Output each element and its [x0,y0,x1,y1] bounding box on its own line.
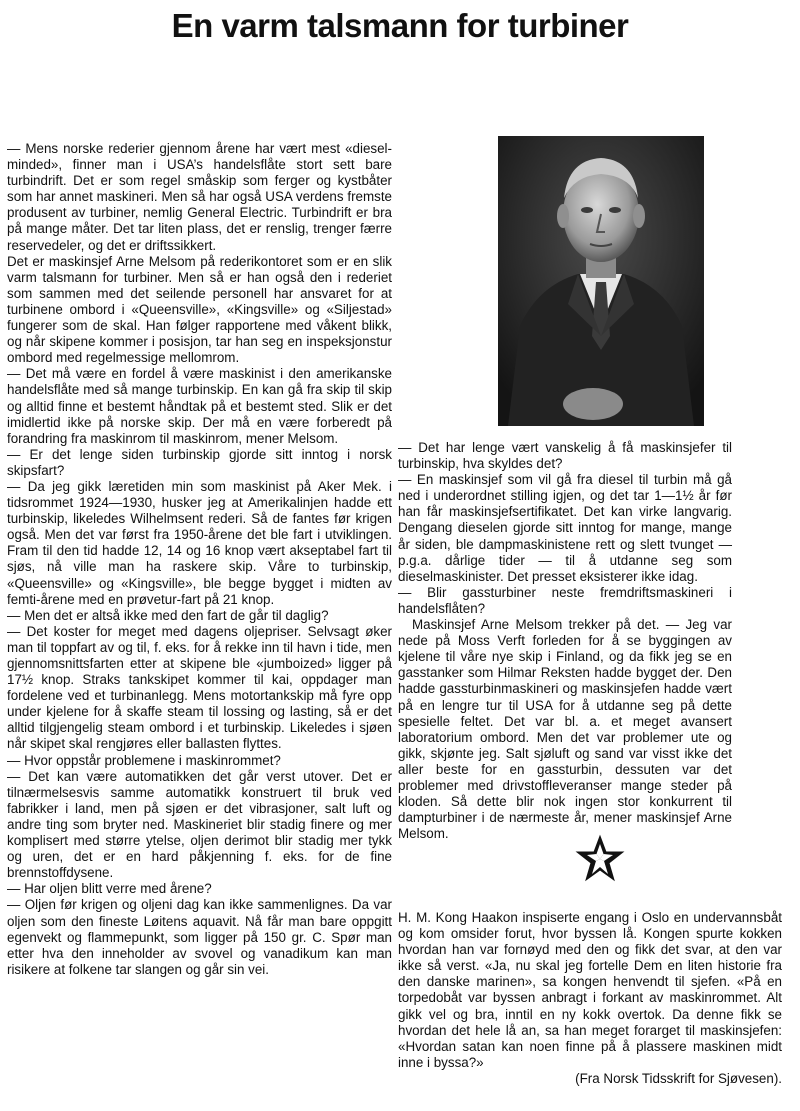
portrait-photo [498,136,704,426]
paragraph: Maskinsjef Arne Melsom trekker på det. — Jeg var nede på Moss Verft forleden for å se byggingen av kjelene til våre nye skip i Finland, og da fikk jeg se en gasstanker som Hilmar Reksten hadde bygget der. Den hadde gassturbinmaskineri og maskinsjefen hadde vært på en lengre tur til USA for å utdanne seg på dette spesielle feltet. Det var bl. a. et meget avansert laboratorium ombord. Men det var problemer ute og gikk, skjønte jeg. Salt sjøluft og sand var visst ikke det aller beste for en gassturbin, dessuten var det problemer med drivstoffleveranser mange steder på kloden. Så dette blir nok ingen stor konkurrent til dampturbiner i de nærmeste år, mener maskinsjef Arne Melsom. [398,617,732,842]
right-column [398,440,732,842]
paragraph: — Er det lenge siden turbinskip gjorde sitt inntog i norsk skipsfart? [7,446,392,478]
paragraph: — Mens norske rederier gjennom årene har vært mest «diesel-minded», finner man i USA’s handelsflåte stort sett bare turbindrift. Det er som regel småskip som ferger og kystbåter som har annet maskineri. Men så har også USA verdens fremste produsent av turbiner, nemlig General Electric. Turbindrift er bra på mange måter. Det tar liten plass, det er renslig, trenger færre reservedeler, og det er driftssikkert. [7,141,392,253]
paragraph: — Blir gassturbiner neste fremdriftsmaskineri i handelsflåten? [398,584,732,616]
anecdote-source: (Fra Norsk Tidsskrift for Sjøvesen). [575,1070,782,1086]
portrait-illustration [498,136,704,426]
anecdote-box [398,910,782,1087]
paragraph: — En maskinsjef som vil gå fra diesel til turbin må gå ned i underordnet stilling igjen, og det tar 1—1½ år før han får maskinsjefsertifikatet. Det kan virke langvarig. Dengang dieselen gjorde sitt inntog for mange, mange år siden, ble dampmaskinistene rett og slett tvunget — p.g.a. dårlige tider — til å utdanne seg som dieselmaskinister. Det presset eksisterer ikke idag. [398,472,732,584]
paragraph: — Men det er altså ikke med den fart de går til daglig? [7,607,329,623]
paragraph: — Har oljen blitt verre med årene? [7,881,212,897]
paragraph: — Da jeg gikk læretiden min som maskinist på Aker Mek. i tidsrommet 1924—1930, husker jeg at Amerikalinjen hadde ett turbinskip, likeledes Wilhelmsent rederi. Så de fantes før krigen også. Men det var først fra 1950-årene det ble fart i utviklingen. Fram til den tid hadde 12, 14 og 16 knop vært akseptabel fart til sjøs, nå ville man ha raskere skip. Våre to turbinskip, «Queensville» og «Kingsville», ble begge bygget i midten av femti-årene med en prøvetur-fart på 21 knop. [7,478,392,607]
paragraph: Det er maskinsjef Arne Melsom på rederikontoret som er en slik varm talsmann for turbiner. Men så er han også den i rederiet som sammen med det seilende personell har ansvaret for at turbinene ombord i «Queensville», «Kingsville» og «Siljestad» fungerer som de skal. Han følger rapportene med våkent blikk, og når skipene kommer i posisjon, tar han seg en inspeksjonstur ombord med regelmessige mellomrom. [7,253,392,366]
left-column [7,141,392,978]
article-title: En varm talsmann for turbiner [171,7,629,44]
star-icon [575,834,625,884]
paragraph: — Det koster for meget med dagens oljepriser. Selvsagt øker man til toppfart av og til, f. eks. for å rekke inn til havn i tide, men gjennomsnittsfarten etter at skipene ble «jumboized» ligger på 17½ knop. Straks tankskipet kommer til kai, oppdager man fordelene ved et turbinanlegg. Mens motortankskip må fyre opp under kjelene for å skaffe steam til lossing og lasting, så er det alltid tilgjengelig steam ombord i et turbinskip. Likeledes i sjøen når skipet skal rengjøres eller ballasten flyttes. [7,623,392,752]
paragraph: — Det har lenge vært vanskelig å få maskinsjefer til turbinskip, hva skyldes det? [398,440,732,472]
paragraph: — Det må være en fordel å være maskinist i den amerikanske handelsflåte med så mange turbinskip. En kan gå fra skip til skip og alltid finne et bestemt håndtak på et bestemt sted. Slik er det imidlertid ikke på norske skip. Der må en være forberedt på forandring fra maskinrom til maskinrom, mener Melsom. [7,366,392,446]
anecdote-text: H. M. Kong Haakon inspiserte engang i Oslo en undervannsbåt og kom omsider forut, hvor byssen lå. Kongen spurte kokken hvordan han var fornøyd med den og fikk det svar, at den var ikke så verst. «Ja, nu skal jeg fortelle Dem en liten historie fra den danske marinen», sa kongen henvendt til sjefen. «På en torpedobåt var byssen anbragt i forkant av maskinrommet. Alt gikk vel og bra, inntil en ny kokk overtok. Da denne fikk se hvordan det hele lå an, sa han meget forarget til maskinsjefen: «Hvordan satan kan noen finne på å plassere maskinen midt inne i byssa?» [398,910,782,1070]
paragraph: — Hvor oppstår problemene i maskinrommet? [7,752,281,768]
paragraph: — Det kan være automatikken det går verst utover. Det er tilnærmelsesvis samme automatikk konstruert til bruk ved fabrikker i land, men på sjøen er det vibrasjoner, salt luft og andre ting som bryter ned. Maskineriet blir stadig finere og mer komplisert med større ytelse, oljen derimot blir stadig mer tykk og uren, det er en hard påkjenning f. eks. for de fine brennstoffdysene. [7,768,392,881]
paragraph: — Oljen før krigen og oljeni dag kan ikke sammenlignes. Da var oljen som den fineste Løitens aquavit. Nå får man bare oppgitt egenvekt og flammepunkt, som ligger på 150 gr. C. Spør man etter hva den inneholder av svovel og vanadikum kan man risikere at folkene tar slangen og går sin vei. [7,897,392,977]
